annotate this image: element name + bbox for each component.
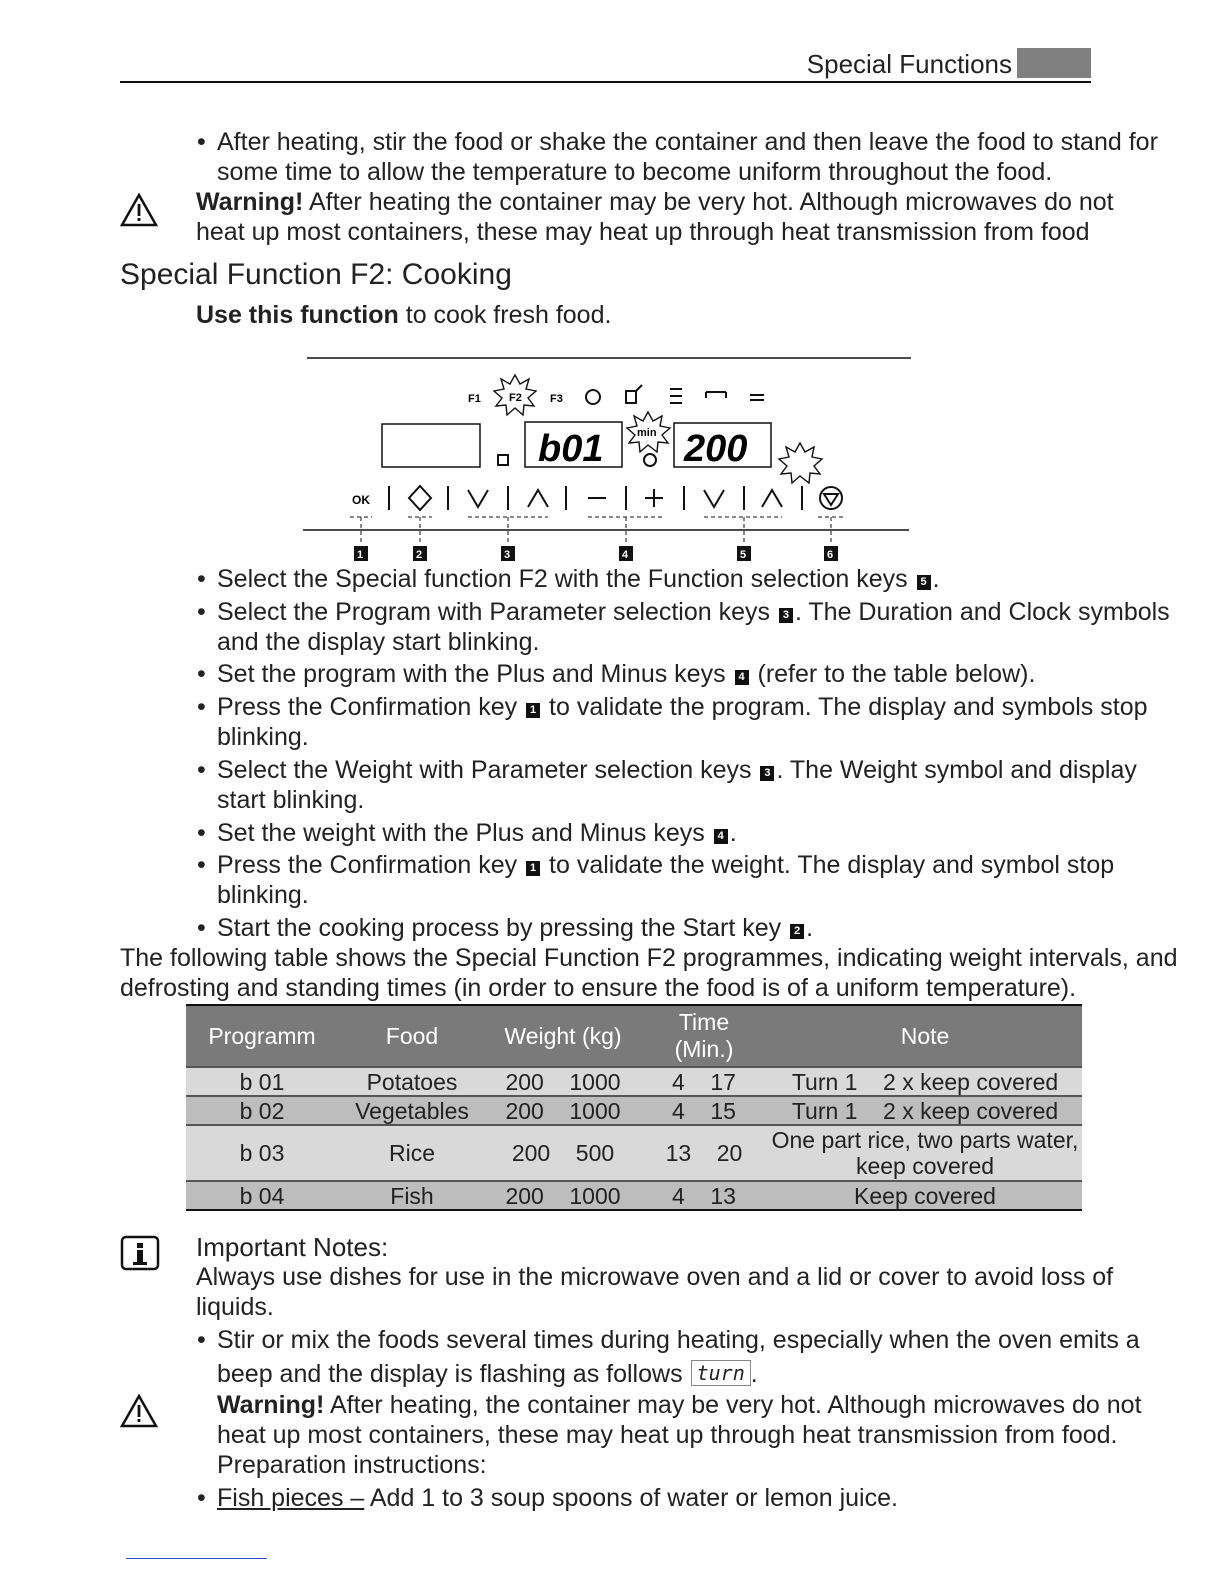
step-after: . (932, 565, 940, 593)
key-number-1: 1 (357, 549, 364, 561)
warning-label: Warning! (196, 188, 304, 216)
step-1 (217, 564, 940, 594)
header-time (640, 1005, 768, 1067)
down-key-icon-2 (704, 490, 724, 507)
key-badge: 1 (526, 703, 540, 718)
notes-line-1: Always use dishes for use in the microwave oven and a lid or cover to avoid loss of (196, 1263, 1114, 1291)
cell-food: Fish (338, 1181, 486, 1210)
key-number-badges (354, 546, 838, 561)
function-icons (586, 385, 764, 404)
step-6 (217, 818, 737, 848)
footer-rule (126, 1558, 267, 1559)
header-time-line-1: Time (678, 1009, 730, 1035)
cell-weight: 200 1000 (486, 1067, 640, 1096)
ok-key-label: OK (352, 493, 370, 507)
step-after: to validate the program. The display and symbols stop (542, 693, 1148, 721)
cell-time: 4 13 (640, 1181, 768, 1210)
notes-stir-line-1: • Stir or mix the foods several times during heating, especially when the oven emits a (217, 1325, 1140, 1355)
step-after: . The Duration and Clock symbols (794, 598, 1170, 626)
up-key-icon-2 (762, 490, 782, 507)
fish-pieces-line (217, 1483, 898, 1513)
warning2-label: Warning! (217, 1391, 325, 1419)
cell-food: Rice (338, 1125, 486, 1181)
cell-programm: b 02 (186, 1096, 338, 1125)
power-display-text: 200 (684, 428, 748, 470)
stir-text: beep and the display is flashing as follows (217, 1360, 683, 1388)
key-badge: 4 (714, 829, 728, 844)
header-food: Food (338, 1005, 486, 1067)
convection-icon (670, 389, 682, 403)
header-note: Note (768, 1005, 1082, 1067)
table-row (186, 1096, 1082, 1125)
down-key-icon (468, 490, 488, 507)
section-title: Special Function F2: Cooking (120, 258, 512, 291)
turn-display: turn (691, 1360, 751, 1386)
cell-note (768, 1125, 1082, 1181)
page-header-title: Special Functions (806, 49, 1012, 79)
cell-note: Turn 1 2 x keep covered (768, 1067, 1082, 1096)
cell-time: 13 20 (640, 1125, 768, 1181)
cell-programm: b 03 (186, 1125, 338, 1181)
notes-stir-line-2: beep and the display is flashing as follows turn . (217, 1360, 758, 1388)
key-row (389, 486, 842, 510)
cell-weight: 200 1000 (486, 1181, 640, 1210)
step-after: . (806, 914, 814, 942)
key-number-4: 4 (622, 549, 629, 561)
programme-table (186, 1004, 1082, 1211)
intro-bullet-line-1: • After heating, stir the food or shake the container and then leave the food to stand for (217, 127, 1158, 157)
cell-programm: b 01 (186, 1067, 338, 1096)
step-5 (217, 755, 1137, 785)
step-text: Select the Special function F2 with the Function selection keys (217, 565, 908, 593)
step-text: Select the Weight with Parameter selection keys (217, 756, 752, 784)
section-lead-bold: Use this function (196, 301, 399, 329)
warning-text-line-1 (196, 187, 1114, 217)
key-badge: 4 (735, 670, 749, 685)
key-badge: 2 (790, 924, 804, 939)
warning-text-line-2: heat up most containers, these may heat up through heat transmission from food (196, 218, 1090, 246)
key-badge: 5 (917, 575, 931, 590)
step-4-cont: blinking. (217, 723, 309, 751)
blank-display (382, 424, 480, 467)
power-blink-star (779, 443, 822, 483)
table-row (186, 1125, 1082, 1181)
key-number-6: 6 (827, 549, 834, 561)
mode-label-f2: F2 (509, 392, 522, 404)
table-intro-line-1: The following table shows the Special Function F2 programmes, indicating weight intervals, and (120, 944, 1178, 972)
notes-title: Important Notes: (196, 1232, 389, 1262)
section-lead-rest: to cook fresh food. (398, 301, 612, 329)
up-key-icon (528, 490, 548, 507)
cell-time: 4 17 (640, 1067, 768, 1096)
step-text: Set the program with the Plus and Minus keys (217, 660, 726, 688)
warning2-line-2: heat up most containers, these may heat up through heat transmission from food. (217, 1421, 1118, 1449)
bottom-heat-icon (750, 395, 764, 400)
notes-line-2: liquids. (196, 1293, 274, 1321)
section-lead (196, 300, 611, 330)
step-text: Select the Program with Parameter selection keys (217, 598, 771, 626)
fish-instruction: Add 1 to 3 soup spoons of water or lemon juice. (364, 1484, 898, 1512)
step-2-cont: and the display start blinking. (217, 628, 540, 656)
table-header-row (186, 1005, 1082, 1067)
grill-icon (626, 385, 642, 403)
step-text: Press the Confirmation key (217, 851, 518, 879)
header-grey-block (1017, 48, 1091, 78)
table-row (186, 1181, 1082, 1210)
program-display-text: b01 (538, 428, 604, 470)
step-2 (217, 597, 1170, 627)
cell-weight: 200 500 (486, 1125, 640, 1181)
header-time-line-2: (Min.) (674, 1036, 734, 1062)
step-7 (217, 850, 1114, 880)
callout-lines (350, 517, 846, 545)
mode-label-f3: F3 (550, 393, 563, 405)
step-text: Start the cooking process by pressing the Start key (217, 914, 782, 942)
key-number-5: 5 (740, 549, 747, 561)
start-key-icon (409, 486, 431, 510)
warning-icon (120, 192, 158, 228)
warning2-line-1 (217, 1390, 1142, 1420)
cell-time: 4 15 (640, 1096, 768, 1125)
microwave-icon (586, 390, 600, 404)
step-3 (217, 659, 1035, 689)
step-5-cont: start blinking. (217, 786, 365, 814)
preparation-heading: Preparation instructions: (217, 1451, 487, 1479)
weight-icon (498, 455, 508, 465)
step-8 (217, 913, 813, 943)
warning-body: After heating the container may be very hot. Although microwaves do not (303, 188, 1114, 216)
cell-note: Turn 1 2 x keep covered (768, 1096, 1082, 1125)
step-after: . (729, 819, 737, 847)
intro-bullet-line-2: some time to allow the temperature to become uniform throughout the food. (217, 158, 1053, 186)
step-text: Press the Confirmation key (217, 693, 518, 721)
step-4 (217, 692, 1148, 722)
cell-programm: b 04 (186, 1181, 338, 1210)
min-label: min (637, 427, 657, 439)
cell-note-line-1: One part rice, two parts water, (771, 1127, 1079, 1153)
key-badge: 3 (779, 608, 793, 623)
clock-icon (644, 454, 656, 466)
control-panel-diagram (300, 355, 915, 565)
key-badge: 3 (760, 766, 774, 781)
step-after: (refer to the table below). (750, 660, 1036, 688)
table-intro-line-2: defrosting and standing times (in order to ensure the food is of a uniform temperature). (120, 974, 1077, 1002)
header-programm: Programm (186, 1005, 338, 1067)
fish-term: Fish pieces – (217, 1484, 365, 1512)
step-after: . The Weight symbol and display (776, 756, 1137, 784)
key-number-2: 2 (416, 549, 423, 561)
header-rule (120, 81, 1091, 83)
cell-weight: 200 1000 (486, 1096, 640, 1125)
key-badge: 1 (526, 861, 540, 876)
cell-food: Potatoes (338, 1067, 486, 1096)
step-7-cont: blinking. (217, 881, 309, 909)
step-text: Set the weight with the Plus and Minus keys (217, 819, 705, 847)
step-after: to validate the weight. The display and symbol stop (542, 851, 1115, 879)
header-weight: Weight (kg) (486, 1005, 640, 1067)
info-icon (120, 1235, 160, 1271)
warning-icon-2 (120, 1393, 158, 1429)
cell-note-line-2: keep covered (855, 1153, 995, 1179)
cell-note: Keep covered (768, 1181, 1082, 1210)
cell-food: Vegetables (338, 1096, 486, 1125)
top-heat-icon (706, 392, 726, 398)
table-row (186, 1067, 1082, 1096)
mode-label-f1: F1 (468, 393, 481, 405)
warning2-body: After heating, the container may be very hot. Although microwaves do not (324, 1391, 1142, 1419)
key-number-3: 3 (504, 549, 511, 561)
